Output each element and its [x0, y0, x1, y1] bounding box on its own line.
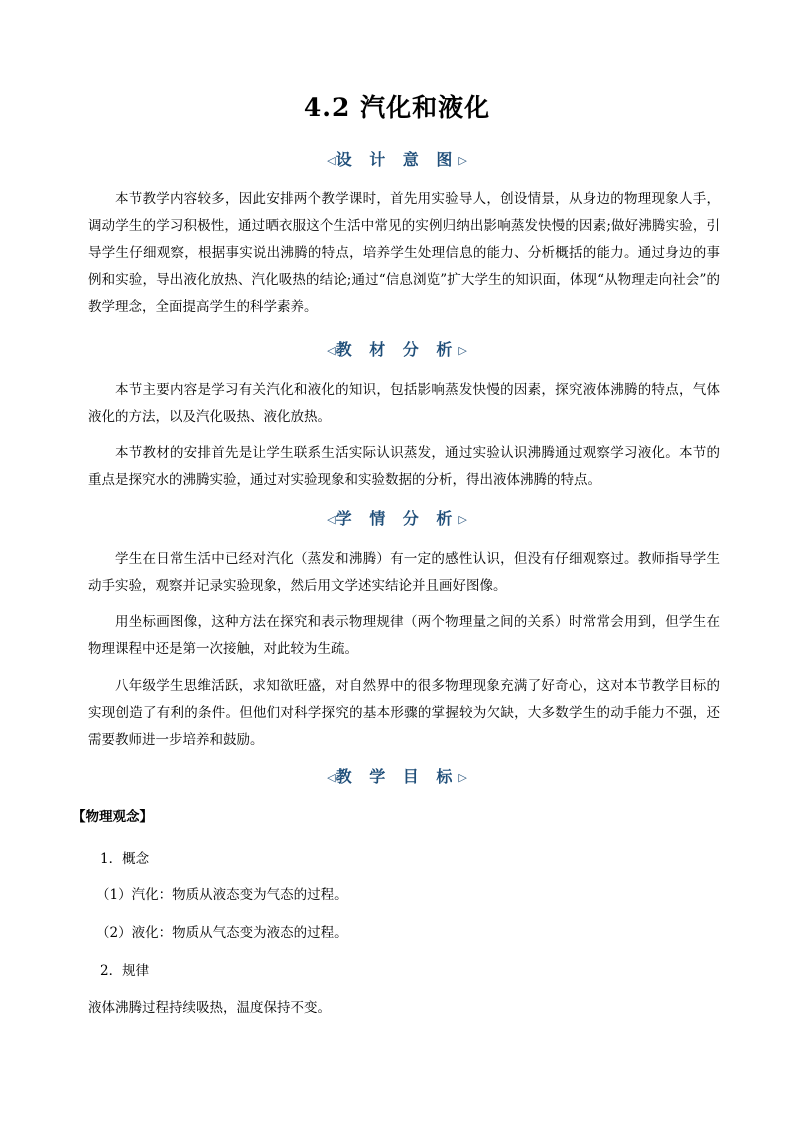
section-heading-material: [0, 339, 794, 361]
section-heading-student: [0, 508, 794, 530]
student-paragraph-3: 八年级学生思维活跃，求知欲旺盛，对自然界中的很多物理现象充满了好奇心，这对本节教学目标的实现创造了有利的条件。但他们对科学探究的基本形骤的掌握较为欠缺，大多数学生的动手能力不强，还需要教师进一步培养和鼓励。: [88, 678, 720, 748]
goal-item-vaporization: （1）汽化：物质从液态变为气态的过程。: [96, 887, 348, 903]
goal-subheading: 【物理观念】: [72, 809, 153, 825]
right-triangle-icon: ▷: [458, 343, 467, 357]
section-title-student: 学 情 分 析: [335, 509, 459, 528]
section-heading-design: [0, 149, 794, 171]
section-title-design: 设 计 意 图: [335, 150, 459, 169]
student-paragraph-1: 学生在日常生活中已经对汽化（蒸发和沸腾）有一定的感性认识，但没有仔细观察过。教师指导学生动手实验，观察并记录实验现象，然后用文学述实结论并且画好图像。: [88, 551, 720, 594]
left-triangle-icon: ◁: [327, 770, 336, 784]
design-paragraph: 本节教学内容较多，因此安排两个教学课时，首先用实验导人，创设情景，从身边的物理现象人手，调动学生的学习积极性，通过晒衣服这个生活中常见的实例归纳出影响蒸发快慢的因素;做好沸腾实验，引导学生仔细观察，根据事实说出沸腾的特点，培养学生处理信息的能力、分析概括的能力。通过身边的事例和实验，导出液化放热、汽化吸热的结论;通过“信息浏览”扩大学生的知识面，体现“从物理走向社会”的教学理念，全面提高学生的科学素养。: [88, 191, 720, 315]
goal-item-liquefaction: （2）液化：物质从气态变为液态的过程。: [96, 925, 348, 941]
student-paragraph-2: 用坐标画图像，这种方法在探究和表示物理规律（两个物理量之间的关系）时常常会用到，但学生在物理课程中还是第一次接触，对此较为生疏。: [88, 614, 720, 657]
right-triangle-icon: ▷: [458, 512, 467, 526]
section-title-goal: 教 学 目 标: [335, 767, 459, 786]
left-triangle-icon: ◁: [327, 343, 336, 357]
section-heading-goal: [0, 766, 794, 788]
left-triangle-icon: ◁: [327, 512, 336, 526]
page-title: 4.2 汽化和液化: [303, 93, 491, 122]
material-paragraph-1: 本节主要内容是学习有关汽化和液化的知识，包括影响蒸发快慢的因素，探究液体沸腾的特点，气体液化的方法，以及汽化吸热、液化放热。: [88, 382, 720, 425]
material-paragraph-2: 本节教材的安排首先是让学生联系生活实际认识蒸发，通过实验认识沸腾通过观察学习液化。本节的重点是探究水的沸腾实验，通过对实验现象和实验数据的分析，得出液体沸腾的特点。: [88, 445, 720, 488]
goal-law-text: 液体沸腾过程持续吸热，温度保持不变。: [88, 1000, 331, 1016]
goal-item-concept: 1．概念: [100, 851, 150, 867]
left-triangle-icon: ◁: [327, 153, 336, 167]
right-triangle-icon: ▷: [458, 770, 467, 784]
section-title-material: 教 材 分 析: [335, 340, 459, 359]
right-triangle-icon: ▷: [458, 153, 467, 167]
goal-item-law: 2．规律: [100, 963, 150, 979]
